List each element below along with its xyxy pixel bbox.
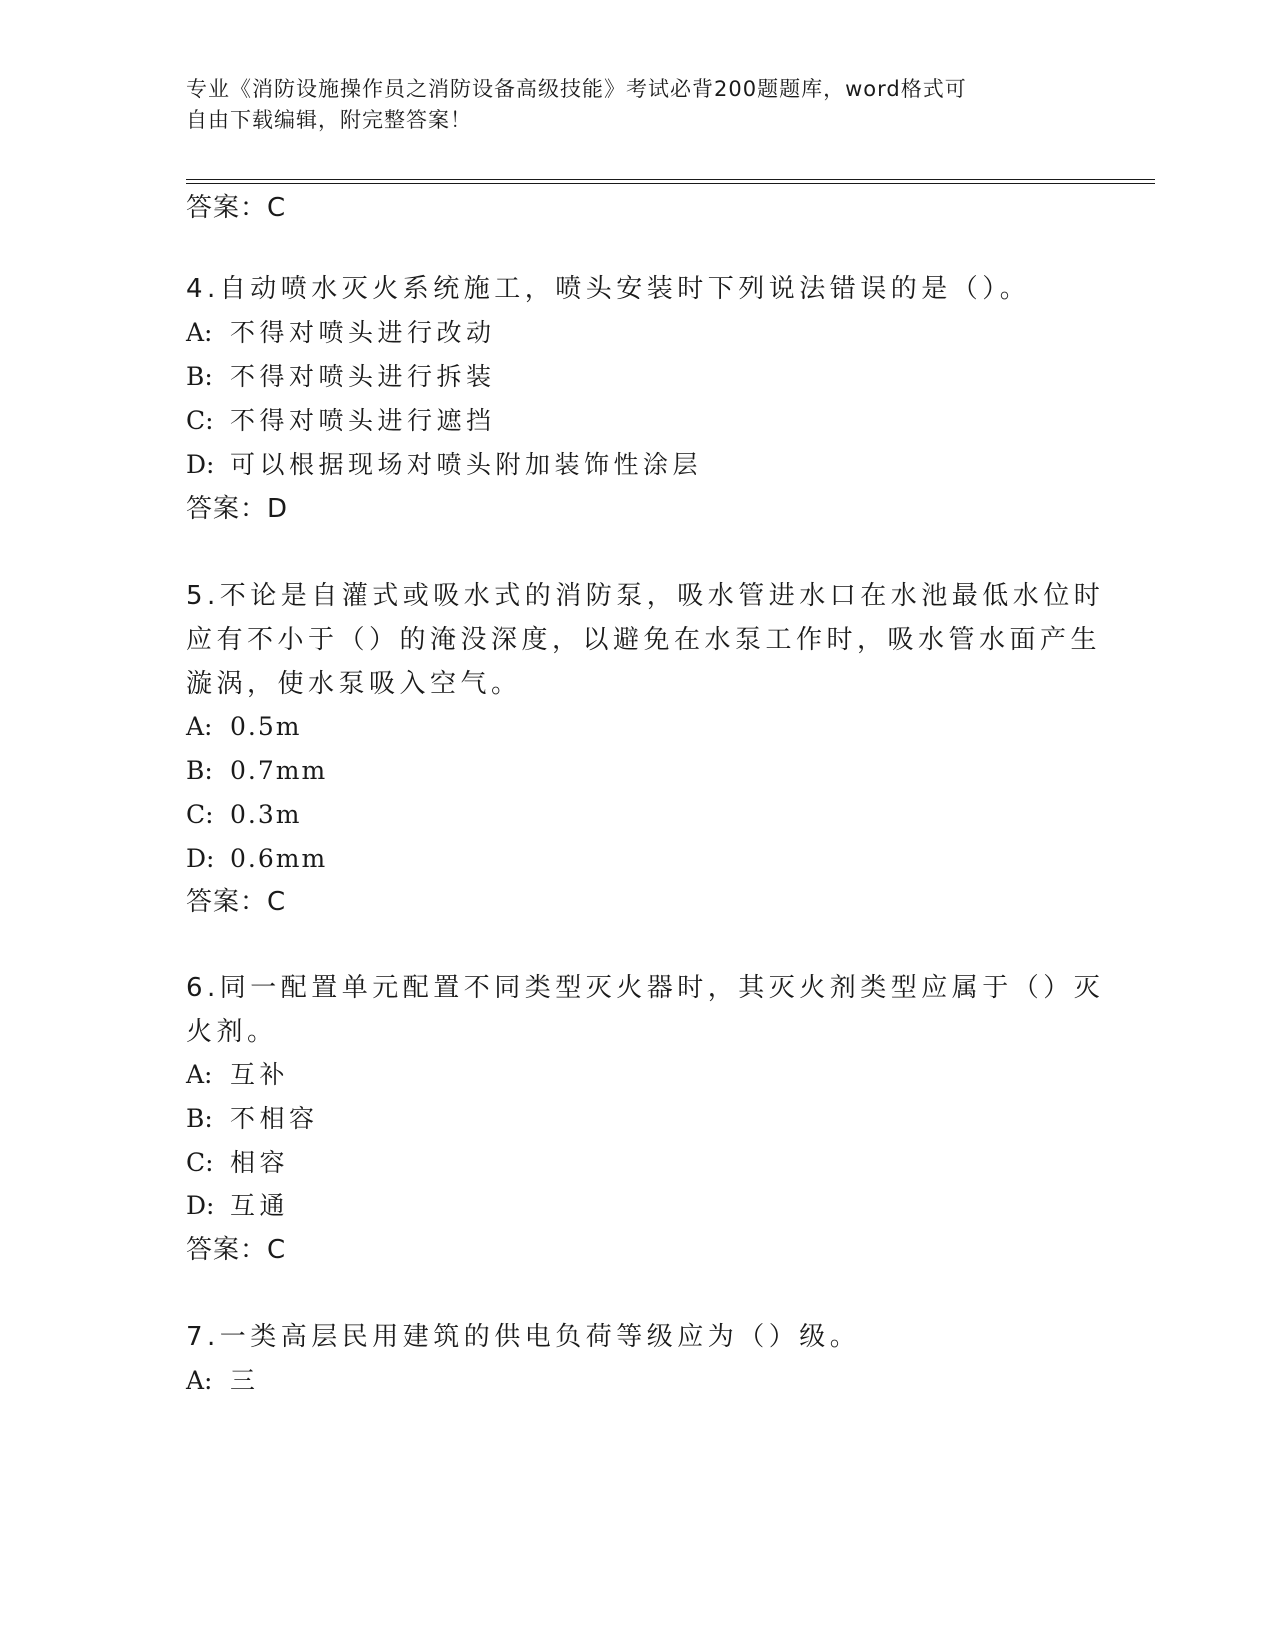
question-5-option-a — [186, 711, 301, 743]
question-5-text-line-1: 5.不论是自灌式或吸水式的消防泵，吸水管进水口在水池最低水位时 — [186, 581, 1105, 611]
option-letter: D: — [186, 1191, 215, 1220]
option-letter: A: — [186, 1366, 213, 1395]
question-6-option-d — [186, 1190, 289, 1222]
option-text: 0.3m — [230, 800, 302, 829]
question-5-option-d — [186, 843, 327, 875]
question-6-text-line-1: 6.同一配置单元配置不同类型灭火器时，其灭火剂类型应属于（）灭 — [186, 973, 1105, 1003]
question-6-answer: 答案：C — [186, 1235, 287, 1265]
question-6-option-b — [186, 1103, 319, 1135]
option-text: 0.6mm — [230, 844, 328, 873]
option-text: 0.7mm — [230, 756, 328, 785]
question-4-option-c — [186, 405, 496, 437]
question-4-answer: 答案：D — [186, 494, 289, 524]
option-letter: D: — [186, 450, 215, 479]
question-7-option-a — [186, 1365, 260, 1397]
question-4-option-a — [186, 317, 496, 349]
question-6-text-line-2: 火剂。 — [186, 1017, 278, 1047]
option-text: 不得对喷头进行遮挡 — [230, 406, 496, 435]
option-text: 互通 — [230, 1191, 290, 1220]
option-text: 相容 — [230, 1148, 290, 1177]
option-letter: B: — [186, 362, 213, 391]
option-text: 不得对喷头进行改动 — [230, 318, 496, 347]
option-text: 可以根据现场对喷头附加装饰性涂层 — [230, 450, 703, 479]
option-letter: C: — [186, 1148, 214, 1177]
question-4-option-d — [186, 449, 702, 481]
option-letter: A: — [186, 318, 213, 347]
header-divider-bottom — [186, 183, 1155, 184]
option-letter: A: — [186, 1060, 213, 1089]
header-line-2: 自由下载编辑，附完整答案！ — [186, 108, 472, 132]
question-5-option-b — [186, 755, 327, 787]
option-text: 三 — [230, 1366, 260, 1395]
option-letter: C: — [186, 800, 214, 829]
option-text: 0.5m — [230, 712, 302, 741]
header-line-1: 专业《消防设施操作员之消防设备高级技能》考试必背200题题库，word格式可 — [186, 77, 967, 101]
option-text: 不得对喷头进行拆装 — [230, 362, 496, 391]
question-5-text-line-2: 应有不小于（）的淹没深度，以避免在水泵工作时，吸水管水面产生 — [186, 625, 1102, 655]
option-letter: D: — [186, 844, 215, 873]
question-4-text: 4.自动喷水灭火系统施工，喷头安装时下列说法错误的是（）。 — [186, 274, 1031, 304]
question-7-text: 7.一类高层民用建筑的供电负荷等级应为（）级。 — [186, 1322, 861, 1352]
option-text: 互补 — [230, 1060, 290, 1089]
question-5-text-line-3: 漩涡，使水泵吸入空气。 — [186, 669, 522, 699]
question-6-option-a — [186, 1059, 289, 1091]
header-divider-top — [186, 179, 1155, 180]
question-5-option-c — [186, 799, 301, 831]
question-4-option-b — [186, 361, 496, 393]
answer-label: 答案：C — [186, 193, 287, 223]
option-letter: A: — [186, 712, 213, 741]
option-text: 不相容 — [230, 1104, 319, 1133]
option-letter: B: — [186, 1104, 213, 1133]
page-header — [186, 74, 1066, 136]
option-letter: B: — [186, 756, 213, 785]
question-6-option-c — [186, 1147, 289, 1179]
question-5-answer: 答案：C — [186, 887, 287, 917]
option-letter: C: — [186, 406, 214, 435]
